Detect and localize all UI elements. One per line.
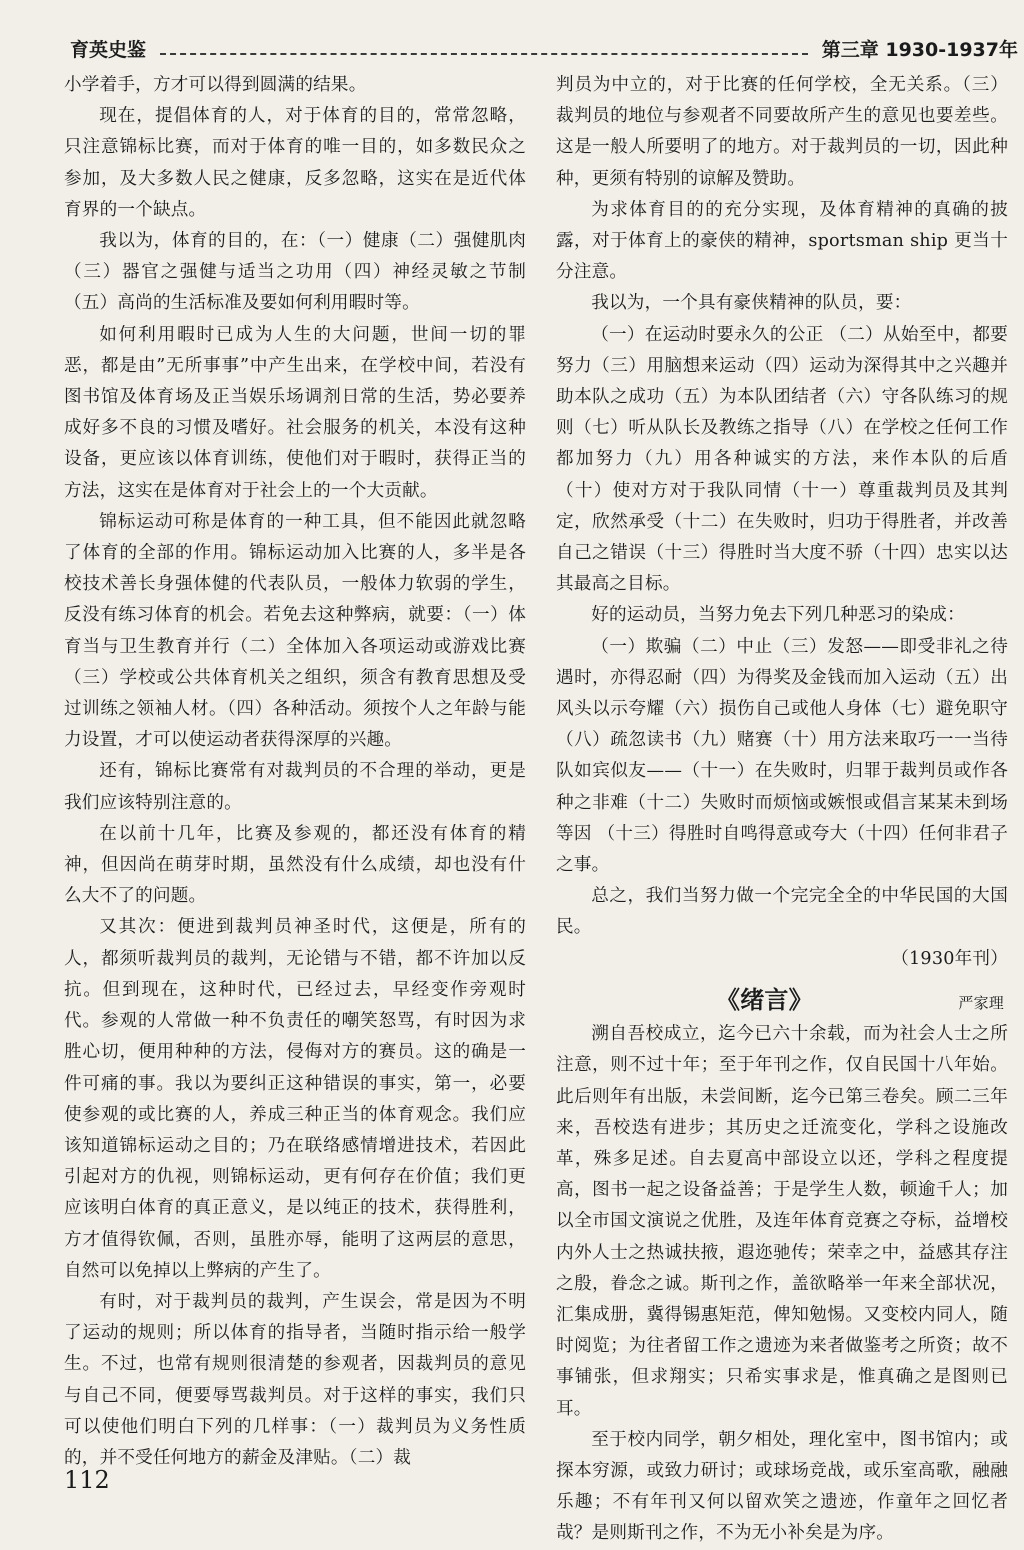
paragraph: 锦标运动可称是体育的一种工具，但不能因此就忽略了体育的全部的作用。锦标运动加入比赛的人，多半是各校技术善长身强体健的代表队员，一般体力软弱的学生，反没有练习体育的机会。若免去这种弊病，就要：（一）体育当与卫生教育并行（二）全体加入各项运动或游戏比赛（三）学校或公共体育机关之组织，须含有教育思想及受过训练之领袖人材。（四）各种活动。须按个人之年龄与能力设置，才可以使运动者获得深厚的兴趣。 xyxy=(64,511,526,751)
paragraph: 为求体育目的的充分实现，及体育精神的真确的披露，对于体育上的豪侠的精神，sportsman ship 更当十分注意。 xyxy=(556,199,1008,283)
paragraph: 溯自吾校成立，迄今已六十余载，而为社会人士之所注意，则不过十年；至于年刊之作，仅自民国十八年始。此后则年有出版，未尝间断，迄今已第三卷矣。顾二三年来，吾校迭有进步；其历史之迁流变化，学科之设施改革，殊多足述。自去夏高中部设立以还，学科之程度提高，图书一起之设备益善；于是学生人数，顿逾千人；加以全市国文演说之优胜，及连年体育竞赛之夺标，益增校内外人士之热诚扶掖，遐迩驰传；荣幸之中，益感其存注之殷，眷念之诚。斯刊之作，盖欲略举一年来全部状况，汇集成册，冀得锡惠矩范，俾知勉惕。又变校内同人，随时阅览；为往者留工作之遗迹为来者做鉴考之所资；故不事铺张，但求翔实；只希实事求是，惟真确之是图则已耳。 xyxy=(556,1024,1008,1419)
left-column xyxy=(64,70,526,1474)
right-column xyxy=(556,70,1008,1550)
paragraph: （一）欺骗（二）中止（三）发怒——即受非礼之待遇时，亦得忍耐（四）为得奖及金钱而加入运动（五）出风头以示夸耀（六）损伤自己或他人身体（七）避免职守（八）疏忽读书（九）赌赛（十）用方法来取巧一一当待队如宾似友——（十一）在失败时，归罪于裁判员或作各种之非难（十二）失败时而烦恼或嫉恨或倡言某某未到场等因 （十三）得胜时自鸣得意或夸大（十四）任何非君子之事。 xyxy=(556,636,1008,876)
paragraph: 我以为，体育的目的，在：（一）健康（二）强健肌肉（三）器官之强健与适当之功用（四）神经灵敏之节制（五）高尚的生活标准及要如何利用暇时等。 xyxy=(64,231,526,314)
paragraph: 好的运动员，当努力免去下列几种恶习的染成： xyxy=(591,605,965,626)
page-number: 112 xyxy=(64,1466,110,1494)
article-author: 严家理 xyxy=(958,993,1004,1012)
running-header xyxy=(70,32,1024,62)
paragraph: 在以前十几年，比赛及参观的，都还没有体育的精神，但因尚在萌芽时期，虽然没有什么成绩，却也没有什么大不了的问题。 xyxy=(64,823,526,907)
paragraph: 判员为中立的，对于比赛的任何学校，全无关系。（三）裁判员的地位与参观者不同要故所产生的意见也要差些。这是一般人所要明了的地方。对于裁判员的一切，因此种种，更须有特别的谅解及赞助。 xyxy=(556,75,1008,189)
paragraph: 有时，对于裁判员的裁判，产生误会，常是因为不明了运动的规则；所以体育的指导者，当随时指示给一般学生。不过，也常有规则很清楚的参观者，因裁判员的意见与自己不同，便要辱骂裁判员。对于这样的事实，我们只可以使他们明白下列的几样事：（一）裁判员为义务性质的，并不受任何地方的薪金及津贴。（二）裁 xyxy=(64,1291,526,1468)
paragraph: （一）在运动时要永久的公正 （二）从始至中，都要努力（三）用脑想来运动（四）运动为深得其中之兴趣并助本队之成功（五）为本队团结者（六）守各队练习的规则（七）听从队长及教练之指导（八）在学校之任何工作都加努力（九）用各种诚实的方法，来作本队的后盾（十）使对方对于我队同情（十一）尊重裁判员及其判定，欣然承受（十二）在失败时，归功于得胜者，并改善自己之错误（十三）得胜时当大度不骄（十四）忠实以达其最高之目标。 xyxy=(556,324,1008,595)
paragraph: 还有，锦标比赛常有对裁判员的不合理的举动，更是我们应该特别注意的。 xyxy=(64,761,526,813)
paragraph: 如何利用暇时已成为人生的大问题，世间一切的罪恶，都是由”无所事事”中产生出来，在学校中间，若没有图书馆及体育场及正当娱乐场调剂日常的生活，势必要养成好多不良的习惯及嗜好。社会服务的机关，本没有这种设备，更应该以体育训练，使他们对于暇时，获得正当的方法，这实在是体育对于社会上的一个大贡献。 xyxy=(64,324,526,501)
article-heading xyxy=(556,985,1008,1019)
paragraph: 小学着手，方才可以得到圆满的结果。 xyxy=(64,75,367,95)
header-chapter-title: 第三章 1930-1937年 xyxy=(821,39,1018,61)
paragraph: 现在，提倡体育的人，对于体育的目的，常常忽略，只注意锦标比赛，而对于体育的唯一目的，如多数民众之参加，及大多数人民之健康，反多忽略，这实在是近代体育界的一个缺点。 xyxy=(64,106,526,220)
paragraph: 至于校内同学，朝夕相处，理化室中，图书馆内；或探本穷源，或致力研讨；或球场竞战，或乐室高歌，融融乐趣；不有年刊又何以留欢笑之遗迹，作童年之回忆者哉？是则斯刊之作，不为无小补矣是为序。 xyxy=(556,1429,1008,1544)
paragraph: 我以为，一个具有豪侠精神的队员，要： xyxy=(591,293,912,314)
header-dashed-rule xyxy=(160,53,808,55)
header-book-title: 育英史鉴 xyxy=(70,39,147,61)
paragraph: 又其次：便进到裁判员神圣时代，这便是，所有的人，都须听裁判员的裁判，无论错与不错，都不许加以反抗。但到现在，这种时代，已经过去，早经变作旁观时代。参观的人常做一种不负责任的嘲笑怒骂，有时因为求胜心切，便用种种的方法，侵侮对方的赛员。这的确是一件可痛的事。我以为要纠正这种错误的事实，第一，必要使参观的或比赛的人，养成三种正当的体育观念。我们应该知道锦标运动之目的；乃在联络感情增进技术，若因此引起对方的仇视，则锦标运动，更有何存在价值；我们更应该明白体育的真正意义，是以纯正的技术，获得胜利，方才值得钦佩，否则，虽胜亦辱，能明了这两层的意思，自然可以免掉以上弊病的产生了。 xyxy=(64,917,526,1281)
article-title: 《绪言》 xyxy=(716,985,813,1014)
publication-note: （1930年刊） xyxy=(891,948,1008,969)
paragraph: 总之，我们当努力做一个完完全全的中华民国的大国民。 xyxy=(556,886,1008,938)
